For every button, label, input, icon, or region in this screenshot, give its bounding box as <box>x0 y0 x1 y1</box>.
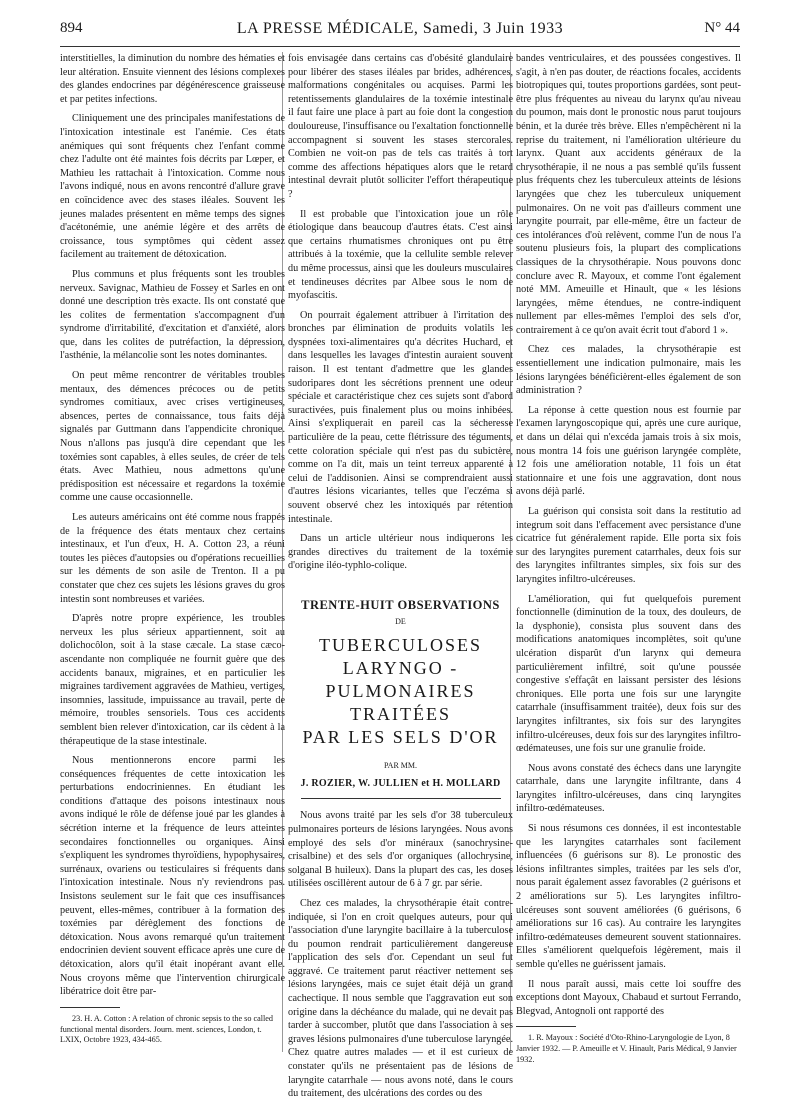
article-title: PAR LES SELS D'OR <box>302 727 499 748</box>
header-rule <box>60 46 740 47</box>
footnote: 1. R. Mayoux : Société d'Oto-Rhino-Laryngologie de Lyon, 8 Janvier 1932. — P. Ameuille et V. Hinault, Paris Médical, 9 Janvier 1932. <box>516 1033 737 1064</box>
paragraph: Cliniquement une des principales manifestations de l'intoxication intestinale est l'anémie. Ces états anémiques qui sont fréquents chez l'enfant comme chez l'adulte ont été maintes fois décrits par Lœper, et Mathieu les rattachait à l'intoxication. Comme nous l'avons indiqué, nous en avons rencontré d'allure grave en coïncidence avec des stases iléales. Souvent les jeunes malades présentent en même temps des signes d'acétonémie, une anémie légère et des arrêts de croissance, tous symptômes qui cèdent assez facilement au traitement de détoxication. <box>60 113 285 261</box>
article-title: TUBERCULOSES <box>318 635 483 656</box>
paragraph: Nous mentionnerons encore parmi les conséquences fréquentes de cette intoxication les perturbations endocriniennes. En étudiant les conditions d'attaque des poisons intestinaux nous avons indiqué le rôle de défense joué par les glandes à sécrétion interne et la fréquence de leurs atteintes secondaires fonctionnelles ou organiques. Ainsi s'expliquent les syndromes thyroïdiens, hypophysaires, surrénaux, ovariens ou testiculaires si fréquents dans l'intoxication intestinale. Nous n'y reviendrons pas. Insistons seulement sur le fait que ces insuffisances peuvent, elles-mêmes, contribuer à la formation des toxémies par dérèglement des fonctions de détoxication. Nous avons remarqué qu'un traitement endocrinien devient souvent efficace après une cure de détoxication, alors qu'il était inopérant avant elle. Nous croyons même que l'intervention chirurgicale libératrice doit être par- <box>60 755 285 998</box>
paragraph: Il est probable que l'intoxication joue un rôle étiologique dans beaucoup d'autres états. C'est ainsi que certains rhumatismes chroniques ont pu être attribués à la toxémie, que la cellulite semble relever du même processus, ainsi que les douleurs musculaires et tendineuses décrites par Albee sous le nom de myofascitis. <box>288 208 513 302</box>
paragraph: La réponse à cette question nous est fournie par l'examen laryngoscopique qui, après une cure aurique, et dans un délai qui n'excéda jamais trois à six mois, nous montra 14 fois une guérison laryngée complète, 12 fois une amélioration notable, 11 fois un état stationnaire et une fois une aggravation, dont nous avons déjà parlé. <box>516 404 741 498</box>
paragraph: On pourrait également attribuer à l'irritation des bronches par élimination de produits volatils les dyspnées toxi-alimentaires qu'a décrites Huchard, et dans lesquelles les lavages d'intestin auraient souvent raison. Il est tentant d'admettre que les glandes sudoripares dont les sécrétions prennent une odeur spéciale et caractéristique chez ces sujets sont d'abord suractivées, puis finalement plus ou moins inhibées. Ainsi s'expliquerait en pareil cas la sécheresse particulière de la peau, cette flétrissure des téguments, cette coloration spéciale qui n'est pas du subictère, comme on l'a dit, mais un teint terreux apparenté à celui de l'addisonien. Ainsi se comprendraient aussi d'autres lésions vicariantes, telles que l'eczéma si souvent observé chez les intoxiqués par rétention intestinale. <box>288 309 513 525</box>
paragraph: interstitielles, la diminution du nombre des hématies et leur altération. Ensuite viennent des lésions complexes des glandes endocrines par dégénérescence graisseuse et par petites infections. <box>60 53 285 105</box>
paragraph: Dans un article ultérieur nous indiquerons les grandes directives du traitement de la toxémie d'origine iléo-typhlo-colique. <box>288 533 513 572</box>
heading-line: TRENTE-HUIT OBSERVATIONS <box>301 597 500 612</box>
paragraph: Chez ces malades, la chrysothérapie était contre-indiquée, si l'on en croit quelques auteurs, pour qui l'association d'une laryngite bacillaire à la tuberculose du poumon rendrait particulièrement dangereuse l'application des sels d'or. Cependant un seul fut aggravé. Ce traitement parut réactiver nettement ses lésions laryngées, mais ce sujet était déjà un grand cachectique. Il nous semble que l'aggravation eut son origine dans la déchéance du malade, qui ne devait pas tarder à succomber, plutôt que dans l'association à ses graves lésions pulmonaires d'une tuberculose laryngée. Chez quatre autres malades — et il est curieux de constater qu'ils ne présentaient pas de lésions de laryngite catarrhale — nous avons noté, dans le cours du traitement, des ulcérations des cordes ou des <box>288 897 513 1100</box>
paragraph: Plus communs et plus fréquents sont les troubles nerveux. Savignac, Mathieu de Fossey et Sarles en ont donné une description très exacte. Ils ont constaté que les colites de fermentation s'accompagnent d'un syndrome d'irritabilité, d'excitation et d'anxiété, alors que, dans les colites de putréfaction, la dépression, l'asthénie, la mélancolie sont les notes dominantes. <box>60 268 285 362</box>
footnote-rule <box>60 1007 120 1008</box>
paragraph: L'amélioration, qui fut quelquefois purement fonctionnelle (diminution de la toux, des douleurs, de la dysphonie), consista plus souvent dans des modifications anatomiques incomplètes, soit qu'une ulcération disparût d'un larynx qui demeura particulièrement infiltré, soit qu'une poussée congestive s'effaçât en laissant persister des lésions chroniques. Elle porta une fois sur une laryngite catarrhale (insuffisamment traitée), deux fois sur des laryngites infiltrantes, six fois sur des laryngites infiltro-ulcéreuses, deux fois sur des laryngites infiltro-œdémateuses, une fois sur une granulie froide. <box>516 593 741 755</box>
paragraph: bandes ventriculaires, et des poussées congestives. Il s'agit, à n'en pas douter, de réactions focales, accidents biotropiques qui, toutes proportions gardées, sont peut-être plus fréquentes au niveau du larynx qu'au niveau du poumon, mais dont le pronostic nous parut toujours bénin, et la durée très brève. Elles n'empêchèrent ni la reprise du traitement, ni l'amélioration ultérieure du larynx. Quant aux accidents généraux de la chrysothérapie, il ne nous a pas semblé qu'ils fussent plus fréquents chez les tuberculeux atteints de lésions laryngées que chez les tuberculeux uniquement pulmonaires. On ne voit pas d'ailleurs comment une laryngite pourrait, par elle-même, être un facteur de ces intolérances d'où relèvent, comme l'un de nous l'a soutenu plusieurs fois, la plupart des complications classiques de la chrysothérapie. Nous pouvons donc conclure avec R. Mayoux, et comme l'ont également noté MM. Ameuille et Hinault, que « les lésions laryngées, même étendues, ne contre-indiquent nullement par elles-mêmes l'emploi des sels d'or, contrairement à ce qu'on avait écrit tout d'abord 1 ». <box>516 53 741 336</box>
paragraph: Si nous résumons ces données, il est incontestable que les laryngites catarrhales sont facilement influencées (6 guérisons sur 8). Le pronostic des lésions infiltrantes simples, traitées par les sels d'or, nous parait également assez favorables (2 guérisons et 2 améliorations sur 5). Les laryngites infiltro-ulcéreuses sont souvent améliorées (6 guérisons, 6 améliorations sur 16 cas). Au contraire les laryngites infiltro-œdémateuses demeurent souvent stationnaires. Elles s'améliorent quelquefois légèrement, mais il semble qu'elles ne guérissent jamais. <box>516 823 741 970</box>
byline-prefix: PAR MM. <box>383 761 418 771</box>
heading-rule <box>301 798 501 799</box>
authors: J. ROZIER, W. JULLIEN et H. MOLLARD <box>300 777 501 789</box>
paragraph: fois envisagée dans certains cas d'obésité glandulaire pour libérer des stases iléales par brides, adhérences, malformations congénitales ou acquises. Parmi les retentissements glandulaires de la toxémie intestinale il faut faire une place à part au foie dont la congestion douloureuse, l'insuffisance ou l'exaltation fonctionnelle accompagnent si souvent les stases stercorales. Combien ne voit-on pas de tels cas traités à tort comme des affections hépatiques alors que le retard intestinal devrait plutôt solliciter l'effort thérapeutique ? <box>288 53 514 200</box>
paragraph: Nous avons constaté des échecs dans une laryngite catarrhale, dans une laryngite infiltrante, dans 4 laryngites infiltro-ulcéreuses, dans cinq laryngites infiltro-œdémateuses. <box>516 762 741 815</box>
article-title: LARYNGO - PULMONAIRES <box>325 658 476 702</box>
issue-number: N° 44 <box>704 20 740 36</box>
article-heading <box>288 599 513 799</box>
paragraph: La guérison qui consista soit dans la restitutio ad integrum soit dans l'effacement avec persistance d'une cicatrice fut généralement rapide. Elle porta six fois sur des laryngites purement catarrhales, deux fois sur des laryngites infiltrantes simples, six fois sur des laryngites infiltro-ulcéreuses. <box>516 506 741 585</box>
footnote: 23. H. A. Cotton : A relation of chronic sepsis to the so called functional mental disorders. Journ. ment. sciences, London, t. LXIX, Octobre 1923, 434-465. <box>60 1013 274 1045</box>
page-header <box>60 20 740 42</box>
paragraph: D'après notre propre expérience, les troubles nerveux les plus sérieux appartiennent, soit au dolichocôlon, soit à la stase cæcale. La stase cæco-ascendante non compliquée ne fournit guère que des accidents banaux, migraines, et en particulier les migraines tardivement aggravées de Mathieu, vertiges, insomnies, lassitude, impuissance au travail, perte de mémoire, troubles sensoriels. Tous ces accidents semblent bien relever d'intoxication, car ils cèdent à la thérapeutique de la stase intestinale. <box>60 613 285 747</box>
journal-title: LA PRESSE MÉDICALE, Samedi, 3 Juin 1933 <box>236 20 564 37</box>
column-1 <box>60 52 285 1052</box>
footnote-rule <box>516 1026 576 1027</box>
column-3 <box>516 52 741 1072</box>
article-title: TRAITÉES <box>350 704 451 725</box>
paragraph: Chez ces malades, la chrysothérapie est essentiellement une indication pulmonaire, mais les lésions laryngées bénéficièrent-elles également de son administration ? <box>516 344 741 397</box>
heading-connector: DE <box>395 616 406 626</box>
page-number: 894 <box>60 20 83 36</box>
paragraph: Il nous paraît aussi, mais cette loi souffre des exceptions dont Mayoux, Chabaud et surtout Ferrando, Blegvad, Antognoli ont rapporté des <box>516 978 741 1017</box>
paragraph: Nous avons traité par les sels d'or 38 tuberculeux pulmonaires porteurs de lésions laryngées. Nous avons employé des sels d'or minéraux (sanochrysine-crisalbine) et des sels d'or organiques (allochrysine, solganal B huileux). Dans la plupart des cas, les doses utilisées oscillèrent autour de 6 à 7 gr. par série. <box>288 810 513 890</box>
column-2 <box>288 52 513 1107</box>
paragraph: On peut même rencontrer de véritables troubles mentaux, des démences précoces ou de petits syndromes comitiaux, avec crises vertigineuses, absences, pertes de connaissance, tous faits déjà signalés par Guttmann dans l'appendicite chronique. Nous n'allons pas jusqu'à dire cependant que les toxémies sont capables, à elles seules, de créer de tels états. Avec Mathieu, nous admettons qu'une prédisposition est nécessaire et regardons la toxémie comme une cause occasionnelle. <box>60 370 285 504</box>
paragraph: Les auteurs américains ont été comme nous frappés de la fréquence des états mentaux chez certains intestinaux, et l'un d'eux, H. A. Cotton 23, a réuni toutes les pièces d'autopsies ou d'opérations recueillies sur les déments de son asile de Trenton. Il a pu constater que chez ces sujets les lésions graves du gros intestin sont nombreuses et variées. <box>60 512 285 605</box>
